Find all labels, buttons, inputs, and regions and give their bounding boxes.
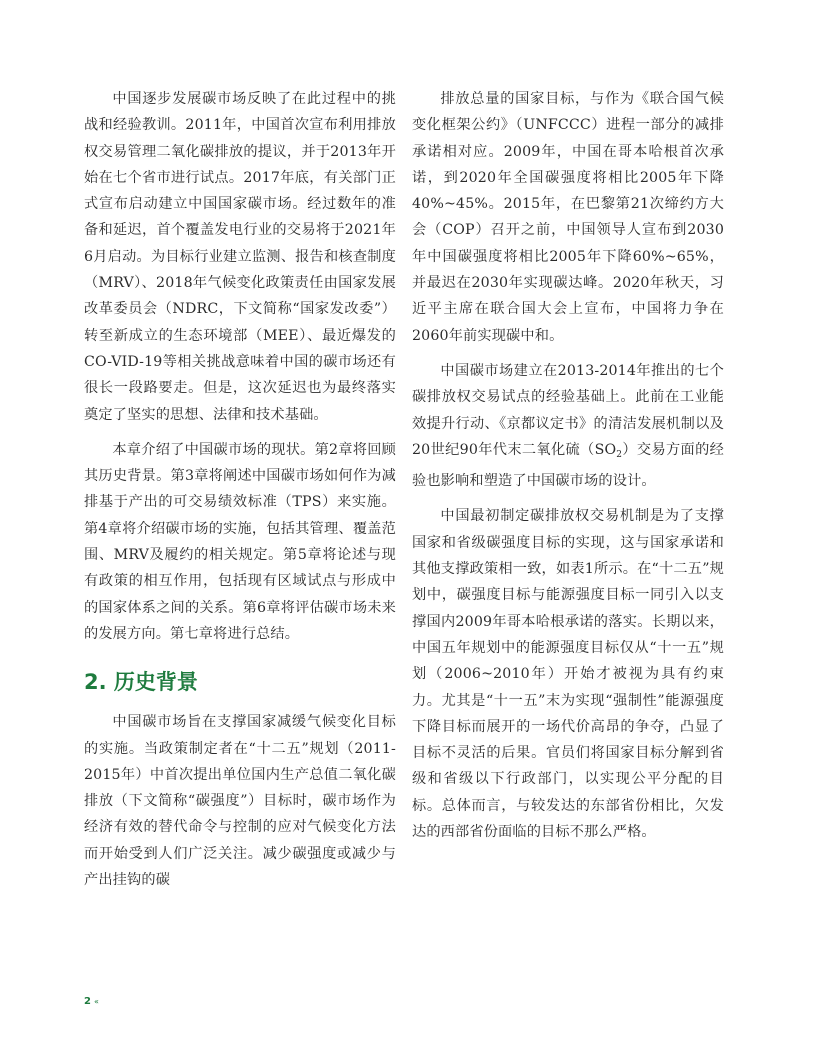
- footer-mark-icon: «: [93, 997, 99, 1006]
- intro-paragraph-2: 本章介绍了中国碳市场的现状。第2章将回顾其历史背景。第3章将阐述中国碳市场如何作为减排基于产出的可交易绩效标准（TPS）来实施。第4章将介绍碳市场的实施，包括其管理、覆盖范围、MRV及履约的相关规定。第5章将论述与现有政策的相互作用，包括现有区域试点与形成中的国家体系之间的关系。第6章将评估碳市场未来的发展方向。第七章将进行总结。: [84, 441, 396, 642]
- history-paragraph-2: [412, 358, 724, 494]
- left-column: [84, 86, 396, 893]
- history-paragraph-2-text-b: ）交易方面的经验也影响和塑造了中国碳市场的设计。: [412, 441, 724, 490]
- page-number: 2: [84, 996, 91, 1007]
- page-footer: [84, 996, 99, 1007]
- history-paragraph-1: 中国碳市场旨在支撑国家减缓气候变化目标的实施。当政策制定者在“十二五”规划（2011-2015年）中首次提出单位国内生产总值二氧化碳排放（下文简称“碳强度”）目标时，碳市场作为经济有效的替代命令与控制的应对气候变化方法而开始受到人们广泛关注。减少碳强度或减少与产出挂钩的碳: [84, 714, 396, 889]
- right-column: [412, 86, 724, 845]
- history-paragraph-2-text-a: 中国碳市场建立在2013-2014年推出的七个碳排放权交易试点的经验基础上。此前在工业能效提升行动、《京都议定书》的清洁发展机制以及20世纪90年代末二氧化硫（SO: [412, 362, 724, 458]
- so2-subscript: 2: [616, 449, 623, 460]
- section-heading-history: 2. 历史背景: [84, 670, 198, 695]
- history-paragraph-1-continued: 排放总量的国家目标，与作为《联合国气候变化框架公约》（UNFCCC）进程一部分的减排承诺相对应。2009年，中国在哥本哈根首次承诺，到2020年全国碳强度将相比2005年下降40%~45%。2015年，在巴黎第21次缔约方大会（COP）召开之前，中国领导人宣布到2030年中国碳强度将相比2005年下降60%~65%，并最迟在2030年实现碳达峰。2020年秋天，习近平主席在联合国大会上宣布，中国将力争在2060年前实现碳中和。: [412, 91, 724, 344]
- intro-paragraph-1: 中国逐步发展碳市场反映了在此过程中的挑战和经验教训。2011年，中国首次宣布利用排放权交易管理二氧化碳排放的提议，并于2013年开始在七个省市进行试点。2017年底，有关部门正式宣布启动建立中国国家碳市场。经过数年的准备和延迟，首个覆盖发电行业的交易将于2021年6月启动。为目标行业建立监测、报告和核查制度（MRV）、2018年气候变化政策责任由国家发展改革委员会（NDRC，下文简称“国家发改委”）转至新成立的生态环境部（MEE）、最近爆发的CO-VID-19等相关挑战意味着中国的碳市场还有很长一段路要走。但是，这次延迟也为最终落实奠定了坚实的思想、法律和技术基础。: [84, 91, 396, 423]
- history-paragraph-3: 中国最初制定碳排放权交易机制是为了支撑国家和省级碳强度目标的实现，这与国家承诺和其他支撑政策相一致，如表1所示。在“十二五”规划中，碳强度目标与能源强度目标一同引入以支撑国内2009年哥本哈根承诺的落实。长期以来，中国五年规划中的能源强度目标仅从“十一五”规划（2006~2010年）开始才被视为具有约束力。尤其是“十一五”末为实现“强制性”能源强度下降目标而展开的一场代价高昂的争夺，凸显了目标不灵活的后果。官员们将国家目标分解到省级和省级以下行政部门，以实现公平分配的目标。总体而言，与较发达的东部省份相比，欠发达的西部省份面临的目标不那么严格。: [412, 508, 724, 841]
